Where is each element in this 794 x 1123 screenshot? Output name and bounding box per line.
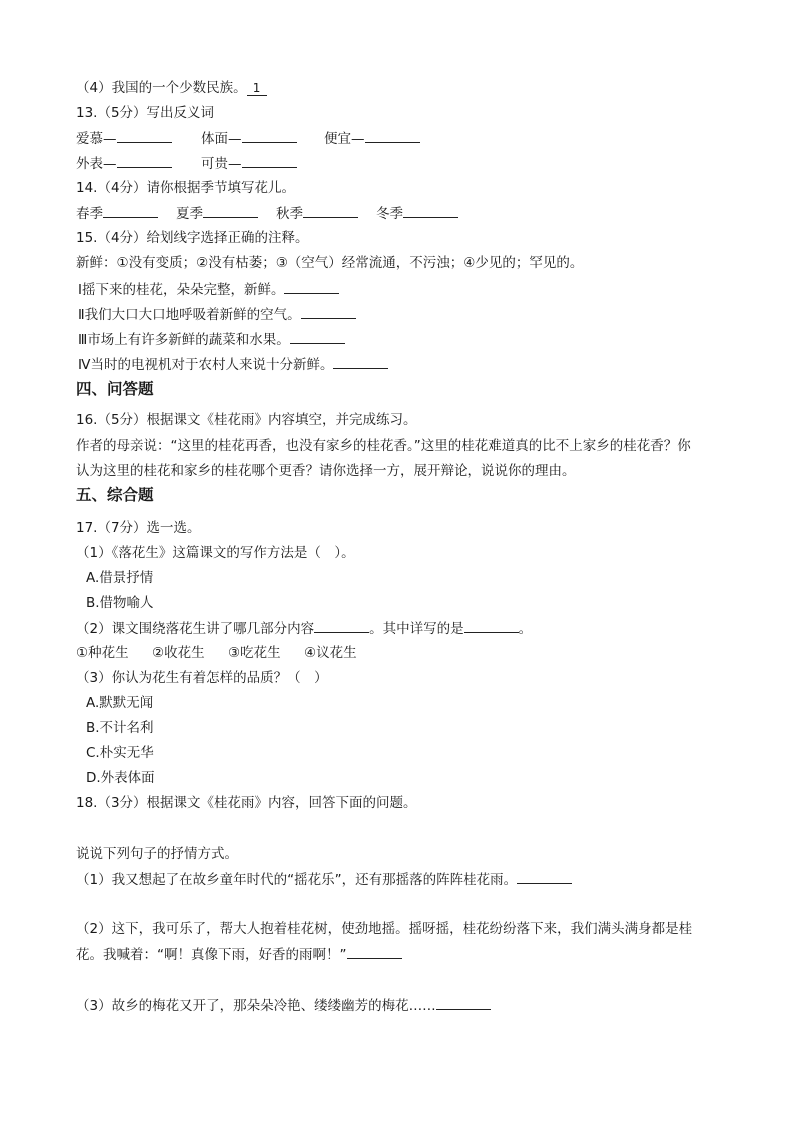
q14-season-winter: 冬季 xyxy=(376,206,403,222)
q13-word-5: 可贵— xyxy=(201,156,242,172)
q13-word-2: 体面— xyxy=(201,131,242,147)
q17-part-3-option-c[interactable]: C.朴实无华 xyxy=(86,745,154,761)
q18-intro: 说说下列句子的抒情方式。 xyxy=(76,846,238,862)
q18-sentence-1-text: （1）我又想起了在故乡童年时代的“摇花乐”，还有那摇落的阵阵桂花雨。 xyxy=(76,872,518,888)
q12-item-4-answer-blank[interactable]: 1 xyxy=(247,81,267,96)
q17-part-2-blank-2[interactable] xyxy=(464,618,519,633)
q16-title: 16.（5分）根据课文《桂花雨》内容填空，并完成练习。 xyxy=(76,412,417,428)
q18-sentence-1 xyxy=(76,869,572,890)
q15-item-2 xyxy=(78,304,356,325)
q14-blank-winter[interactable] xyxy=(403,203,458,218)
q16-text-line-2: 认为这里的桂花和家乡的桂花哪个更香？请你选择一方，展开辩论，说说你的理由。 xyxy=(76,463,576,479)
q14-blank-spring[interactable] xyxy=(103,203,158,218)
q13-blank-3[interactable] xyxy=(365,128,420,143)
q14-seasons-row xyxy=(76,203,776,223)
q12-item-4 xyxy=(76,78,267,98)
q17-part-2-blank-1[interactable] xyxy=(314,618,369,633)
q17-part-3-option-a[interactable]: A.默默无闻 xyxy=(86,695,154,711)
q13-blank-5[interactable] xyxy=(242,153,297,168)
q17-choice-1: ①种花生 xyxy=(76,645,129,661)
q18-sentence-2-text: 花。我喊着：“啊！真像下雨，好香的雨啊！” xyxy=(76,947,347,963)
q16-text-line-1: 作者的母亲说：“这里的桂花再香，也没有家乡的桂花香。”这里的桂花难道真的比不上家乡的桂花香？你 xyxy=(76,438,691,454)
section-4-heading: 四、问答题 xyxy=(76,380,154,398)
q18-sentence-2-line-1: （2）这下，我可乐了，帮大人抱着桂花树，使劲地摇。摇呀摇，桂花纷纷落下来，我们满头满身都是桂 xyxy=(76,921,693,937)
q13-word-1: 爱慕— xyxy=(76,131,117,147)
q15-definition: 新鲜：①没有变质；②没有枯萎；③（空气）经常流通，不污浊；④少见的；罕见的。 xyxy=(76,255,584,271)
q17-part-2 xyxy=(76,618,532,639)
q15-item-4 xyxy=(78,354,388,375)
q15-item-3-blank[interactable] xyxy=(290,329,345,344)
q13-row-2 xyxy=(76,153,776,173)
q14-blank-autumn[interactable] xyxy=(303,203,358,218)
q15-item-1-blank[interactable] xyxy=(284,279,339,294)
q18-sentence-3-blank[interactable] xyxy=(436,995,491,1010)
q17-part-3-option-d[interactable]: D.外表体面 xyxy=(86,770,155,786)
q14-season-spring: 春季 xyxy=(76,206,103,222)
q13-blank-4[interactable] xyxy=(117,153,172,168)
q13-title: 13.（5分）写出反义词 xyxy=(76,105,215,121)
q13-blank-1[interactable] xyxy=(117,128,172,143)
q18-sentence-2-blank[interactable] xyxy=(347,944,402,959)
q17-part-2-choices xyxy=(76,643,776,663)
q17-part-3: （3）你认为花生有着怎样的品质？（ ） xyxy=(76,670,328,686)
q15-item-3-text: Ⅲ市场上有许多新鲜的蔬菜和水果。 xyxy=(78,332,290,348)
q14-blank-summer[interactable] xyxy=(203,203,258,218)
q17-part-2-text-b: 。其中详写的是 xyxy=(369,621,464,637)
q17-choice-4: ④议花生 xyxy=(304,645,357,661)
q17-part-2-text-c: 。 xyxy=(518,621,533,637)
q17-title: 17.（7分）选一选。 xyxy=(76,520,201,536)
section-5-heading: 五、综合题 xyxy=(76,486,154,504)
q17-part-3-option-b[interactable]: B.不计名利 xyxy=(86,720,154,736)
q18-title: 18.（3分）根据课文《桂花雨》内容，回答下面的问题。 xyxy=(76,795,417,811)
q14-season-summer: 夏季 xyxy=(176,206,203,222)
q17-choice-3: ③吃花生 xyxy=(228,645,281,661)
q15-item-2-text: Ⅱ我们大口大口地呼吸着新鲜的空气。 xyxy=(78,307,301,323)
q14-title: 14.（4分）请你根据季节填写花儿。 xyxy=(76,180,296,196)
q13-word-4: 外表— xyxy=(76,156,117,172)
q15-item-2-blank[interactable] xyxy=(301,304,356,319)
q17-part-1-option-a[interactable]: A.借景抒情 xyxy=(86,570,154,586)
q13-word-3: 便宜— xyxy=(324,131,365,147)
q15-title: 15.（4分）给划线字选择正确的注释。 xyxy=(76,230,309,246)
q18-sentence-2-line-2 xyxy=(76,944,402,965)
q17-part-1: （1）《落花生》这篇课文的写作方法是（ ）。 xyxy=(76,545,355,561)
q18-sentence-3-text: （3）故乡的梅花又开了，那朵朵冷艳、缕缕幽芳的梅花…… xyxy=(76,998,436,1014)
q13-row-1 xyxy=(76,128,776,148)
q13-blank-2[interactable] xyxy=(242,128,297,143)
q14-season-autumn: 秋季 xyxy=(276,206,303,222)
q18-sentence-3 xyxy=(76,995,491,1016)
q15-item-4-text: Ⅳ当时的电视机对于农村人来说十分新鲜。 xyxy=(78,357,334,373)
q17-choice-2: ②收花生 xyxy=(152,645,205,661)
q12-item-4-text: （4）我国的一个少数民族。 xyxy=(76,80,247,96)
q15-item-1 xyxy=(78,279,339,300)
q18-sentence-1-blank[interactable] xyxy=(517,869,572,884)
q15-item-1-text: Ⅰ摇下来的桂花，朵朵完整，新鲜。 xyxy=(78,282,285,298)
q15-item-3 xyxy=(78,329,345,350)
q17-part-2-text-a: （2）课文围绕落花生讲了哪几部分内容 xyxy=(76,621,315,637)
q15-item-4-blank[interactable] xyxy=(333,354,388,369)
q17-part-1-option-b[interactable]: B.借物喻人 xyxy=(86,595,154,611)
